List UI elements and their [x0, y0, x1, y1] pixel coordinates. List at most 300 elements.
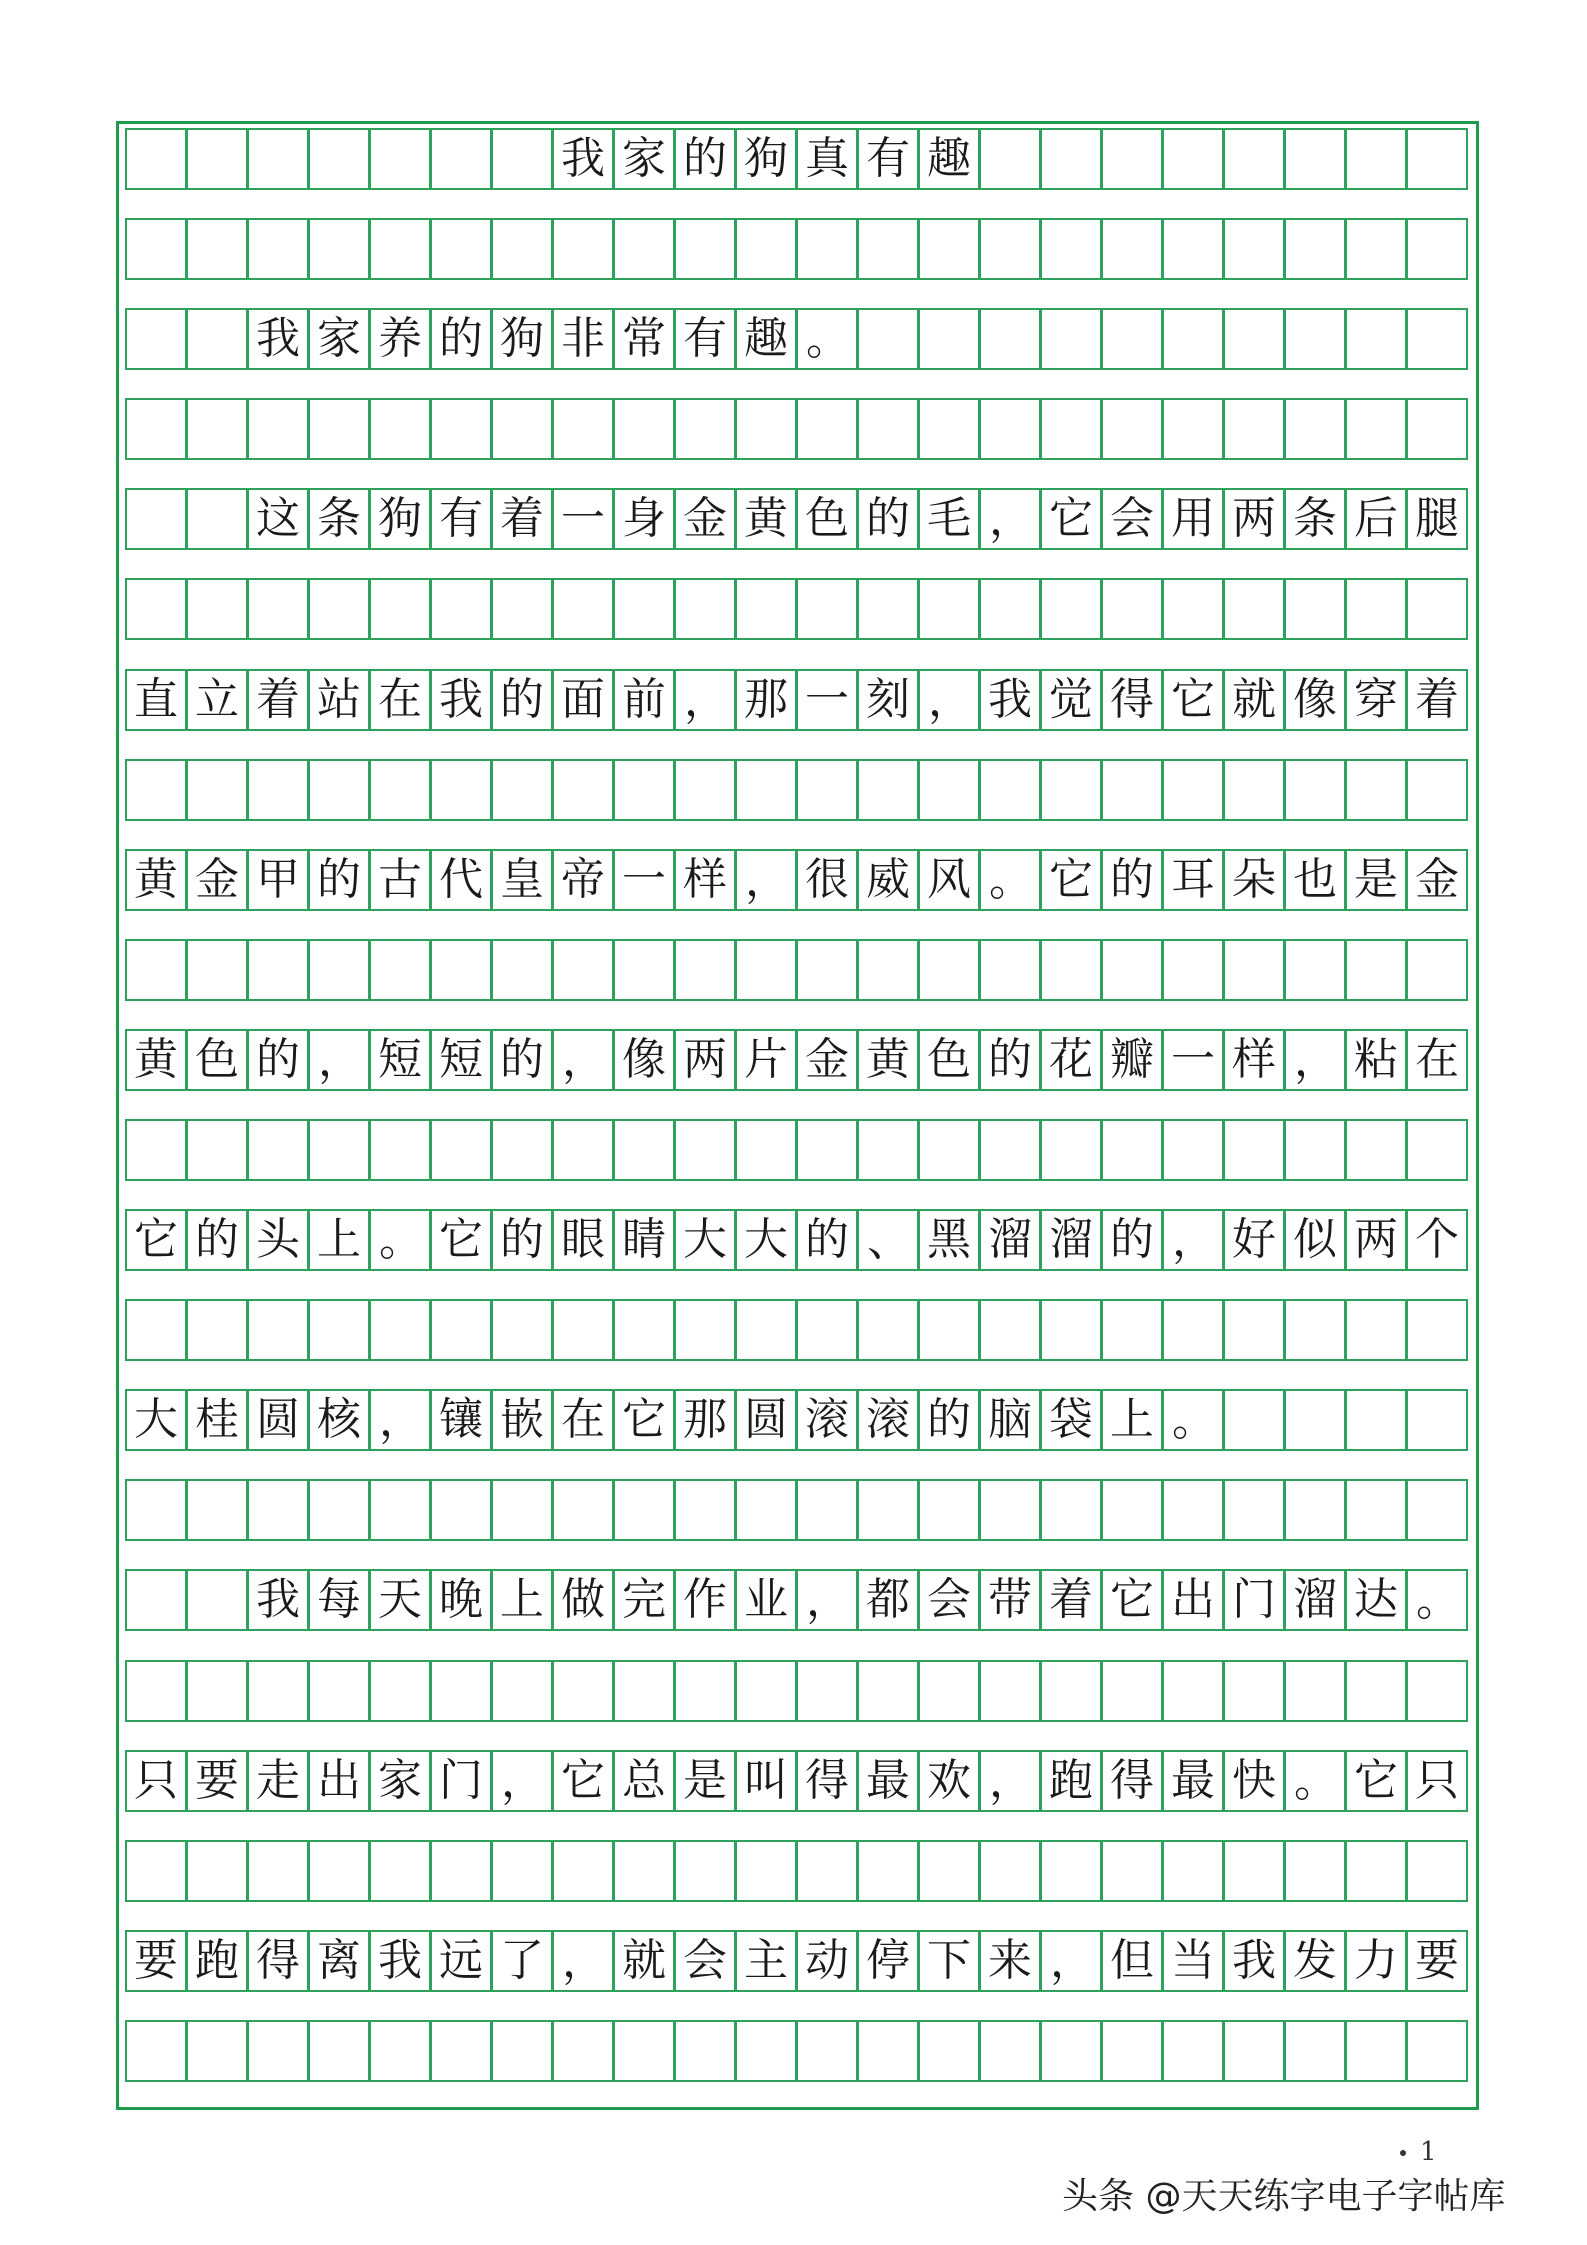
- grid-cell: [430, 1479, 492, 1541]
- grid-cell: [308, 398, 370, 460]
- grid-cell: [735, 1119, 797, 1181]
- grid-cell: [430, 218, 492, 280]
- grid-cell: [1040, 1840, 1102, 1902]
- grid-cell: [552, 759, 614, 821]
- grid-cell: 嵌: [491, 1389, 553, 1451]
- grid-cell: [125, 578, 187, 640]
- grid-cell: [1345, 578, 1407, 640]
- grid-cell: 朵: [1223, 849, 1285, 911]
- grid-cell: [186, 578, 248, 640]
- grid-cell: [1040, 1479, 1102, 1541]
- grid-cell: [613, 2020, 675, 2082]
- grid-cell: [1345, 759, 1407, 821]
- grid-cell: [1162, 1840, 1224, 1902]
- grid-cell: 镶: [430, 1389, 492, 1451]
- grid-cell: [369, 1840, 431, 1902]
- grid-cell: 它: [430, 1209, 492, 1271]
- grid-cell: [1101, 1479, 1163, 1541]
- grid-cell: 得: [247, 1930, 309, 1992]
- grid-cell: 很: [796, 849, 858, 911]
- grid-cell: [247, 398, 309, 460]
- grid-cell: [1040, 578, 1102, 640]
- grid-cell: [857, 1479, 919, 1541]
- grid-cell: 桂: [186, 1389, 248, 1451]
- grid-cell: [735, 759, 797, 821]
- grid-cell: [430, 2020, 492, 2082]
- grid-cell: [308, 128, 370, 190]
- grid-cell: [857, 2020, 919, 2082]
- grid-cell: [1162, 1119, 1224, 1181]
- grid-cell: 狗: [735, 128, 797, 190]
- grid-cell: 家: [613, 128, 675, 190]
- grid-cell: 黄: [125, 849, 187, 911]
- grid-cell: 色: [918, 1029, 980, 1091]
- grid-cell: 是: [674, 1750, 736, 1812]
- grid-cell: [247, 2020, 309, 2082]
- grid-cell: 了: [491, 1930, 553, 1992]
- grid-cell: 的: [186, 1209, 248, 1271]
- grid-cell: [1284, 2020, 1346, 2082]
- grid-cell: 欢: [918, 1750, 980, 1812]
- grid-cell: 。: [1162, 1389, 1224, 1451]
- grid-cell: [1284, 128, 1346, 190]
- grid-cell: [1284, 1479, 1346, 1541]
- grid-cell: [125, 398, 187, 460]
- grid-cell: [1406, 759, 1468, 821]
- grid-cell: 出: [1162, 1569, 1224, 1631]
- grid-cell: [369, 1299, 431, 1361]
- grid-cell: [491, 578, 553, 640]
- grid-cell: [491, 1119, 553, 1181]
- grid-cell: 一: [613, 849, 675, 911]
- grid-cell: 业: [735, 1569, 797, 1631]
- grid-cell: 像: [613, 1029, 675, 1091]
- grid-cell: [247, 939, 309, 1001]
- grid-cell: [1406, 1299, 1468, 1361]
- grid-cell: 叫: [735, 1750, 797, 1812]
- grid-cell: 头: [247, 1209, 309, 1271]
- grid-cell: 动: [796, 1930, 858, 1992]
- grid-cell: [247, 1660, 309, 1722]
- grid-cell: [1345, 2020, 1407, 2082]
- grid-cell: [1162, 1299, 1224, 1361]
- grid-cell: [1101, 308, 1163, 370]
- grid-cell: 金: [796, 1029, 858, 1091]
- grid-cell: [918, 1840, 980, 1902]
- grid-cell: 总: [613, 1750, 675, 1812]
- grid-cell: [1284, 308, 1346, 370]
- grid-cell: 面: [552, 669, 614, 731]
- grid-cell: ，: [369, 1389, 431, 1451]
- grid-cell: 只: [125, 1750, 187, 1812]
- grid-cell: [491, 1840, 553, 1902]
- grid-cell: [1162, 759, 1224, 821]
- grid-cell: 在: [1406, 1029, 1468, 1091]
- grid-cell: [918, 1119, 980, 1181]
- grid-cell: 它: [125, 1209, 187, 1271]
- grid-cell: [1345, 128, 1407, 190]
- grid-cell: 立: [186, 669, 248, 731]
- grid-cell: 的: [308, 849, 370, 911]
- grid-cell: [552, 1660, 614, 1722]
- grid-cell: 它: [1101, 1569, 1163, 1631]
- grid-cell: 趣: [918, 128, 980, 190]
- grid-cell: [796, 1299, 858, 1361]
- grid-cell: [552, 398, 614, 460]
- grid-cell: [369, 1479, 431, 1541]
- grid-cell: 它: [552, 1750, 614, 1812]
- grid-cell: [979, 128, 1041, 190]
- grid-cell: [1162, 128, 1224, 190]
- grid-cell: 有: [674, 308, 736, 370]
- grid-cell: 金: [1406, 849, 1468, 911]
- grid-cell: 后: [1345, 488, 1407, 550]
- grid-cell: [491, 1479, 553, 1541]
- grid-cell: 样: [1223, 1029, 1285, 1091]
- grid-cell: 代: [430, 849, 492, 911]
- grid-cell: 门: [430, 1750, 492, 1812]
- grid-cell: [735, 578, 797, 640]
- grid-cell: [979, 1840, 1041, 1902]
- grid-cell: 皇: [491, 849, 553, 911]
- grid-cell: [1345, 1119, 1407, 1181]
- grid-cell: [369, 218, 431, 280]
- grid-cell: [308, 218, 370, 280]
- grid-cell: [430, 398, 492, 460]
- grid-cell: ，: [979, 488, 1041, 550]
- grid-cell: [125, 1660, 187, 1722]
- grid-cell: 瓣: [1101, 1029, 1163, 1091]
- grid-cell: [1406, 1389, 1468, 1451]
- grid-cell: [979, 1479, 1041, 1541]
- grid-cell: ，: [1284, 1029, 1346, 1091]
- grid-cell: [308, 939, 370, 1001]
- grid-cell: [369, 1119, 431, 1181]
- grid-cell: 要: [125, 1930, 187, 1992]
- grid-cell: [491, 2020, 553, 2082]
- grid-cell: [552, 1119, 614, 1181]
- grid-cell: [1101, 1299, 1163, 1361]
- grid-cell: [979, 1119, 1041, 1181]
- grid-cell: [1162, 578, 1224, 640]
- grid-cell: [1223, 128, 1285, 190]
- grid-cell: 它: [1162, 669, 1224, 731]
- grid-cell: [796, 1840, 858, 1902]
- watermark: 头条 @天天练字电子字帖库: [1062, 2176, 1506, 2217]
- grid-cell: 狗: [491, 308, 553, 370]
- grid-cell: [857, 218, 919, 280]
- grid-cell: [308, 1660, 370, 1722]
- grid-cell: [613, 939, 675, 1001]
- grid-cell: [1101, 218, 1163, 280]
- grid-cell: [735, 939, 797, 1001]
- grid-cell: 色: [186, 1029, 248, 1091]
- grid-cell: [430, 578, 492, 640]
- grid-cell: 溜: [1284, 1569, 1346, 1631]
- grid-cell: 最: [1162, 1750, 1224, 1812]
- grid-cell: 要: [1406, 1930, 1468, 1992]
- grid-cell: [1040, 2020, 1102, 2082]
- grid-cell: [1284, 1299, 1346, 1361]
- grid-cell: 有: [430, 488, 492, 550]
- grid-cell: 天: [369, 1569, 431, 1631]
- grid-cell: [552, 1840, 614, 1902]
- grid-cell: [613, 1479, 675, 1541]
- grid-cell: 这: [247, 488, 309, 550]
- grid-cell: 腿: [1406, 488, 1468, 550]
- grid-cell: 。: [1284, 1750, 1346, 1812]
- grid-cell: [1101, 398, 1163, 460]
- grid-cell: 最: [857, 1750, 919, 1812]
- grid-cell: [247, 578, 309, 640]
- grid-cell: [552, 578, 614, 640]
- grid-cell: [1223, 1479, 1285, 1541]
- grid-cell: [613, 1840, 675, 1902]
- grid-cell: 下: [918, 1930, 980, 1992]
- grid-cell: 睛: [613, 1209, 675, 1271]
- grid-cell: 当: [1162, 1930, 1224, 1992]
- grid-cell: 那: [674, 1389, 736, 1451]
- grid-cell: [1162, 308, 1224, 370]
- grid-cell: 黑: [918, 1209, 980, 1271]
- grid-cell: [308, 2020, 370, 2082]
- grid-cell: [1040, 1119, 1102, 1181]
- grid-cell: [430, 939, 492, 1001]
- grid-cell: [796, 939, 858, 1001]
- grid-cell: 我: [1223, 1930, 1285, 1992]
- grid-cell: [857, 1119, 919, 1181]
- grid-cell: [857, 759, 919, 821]
- grid-cell: [186, 1660, 248, 1722]
- grid-cell: [1162, 2020, 1224, 2082]
- grid-cell: [1101, 759, 1163, 821]
- grid-cell: [186, 1479, 248, 1541]
- grid-cell: 。: [369, 1209, 431, 1271]
- grid-cell: [918, 218, 980, 280]
- grid-cell: 两: [1223, 488, 1285, 550]
- grid-cell: [125, 759, 187, 821]
- grid-cell: 花: [1040, 1029, 1102, 1091]
- grid-cell: 我: [247, 1569, 309, 1631]
- grid-cell: [735, 1660, 797, 1722]
- grid-cell: 它: [1040, 488, 1102, 550]
- grid-cell: [613, 398, 675, 460]
- grid-cell: [1101, 128, 1163, 190]
- grid-cell: 是: [1345, 849, 1407, 911]
- grid-cell: 着: [1040, 1569, 1102, 1631]
- grid-cell: [552, 218, 614, 280]
- grid-cell: 觉: [1040, 669, 1102, 731]
- grid-cell: [1406, 308, 1468, 370]
- grid-cell: 两: [1345, 1209, 1407, 1271]
- grid-cell: 、: [857, 1209, 919, 1271]
- grid-cell: [369, 578, 431, 640]
- grid-cell: 快: [1223, 1750, 1285, 1812]
- grid-cell: 大: [125, 1389, 187, 1451]
- grid-cell: 的: [918, 1389, 980, 1451]
- grid-cell: [491, 1299, 553, 1361]
- grid-cell: [186, 759, 248, 821]
- grid-cell: ，: [674, 669, 736, 731]
- grid-cell: 的: [430, 308, 492, 370]
- grid-cell: [186, 398, 248, 460]
- grid-cell: 条: [1284, 488, 1346, 550]
- grid-cell: [1101, 1119, 1163, 1181]
- grid-cell: [918, 1660, 980, 1722]
- grid-cell: 核: [308, 1389, 370, 1451]
- grid-cell: 刻: [857, 669, 919, 731]
- grid-cell: [979, 398, 1041, 460]
- grid-cell: [674, 2020, 736, 2082]
- page-number-dot: [1400, 2150, 1406, 2156]
- grid-cell: [491, 398, 553, 460]
- grid-cell: 力: [1345, 1930, 1407, 1992]
- grid-cell: [857, 398, 919, 460]
- grid-cell: [613, 1119, 675, 1181]
- grid-cell: 主: [735, 1930, 797, 1992]
- grid-cell: 两: [674, 1029, 736, 1091]
- grid-cell: [1223, 308, 1285, 370]
- grid-cell: 作: [674, 1569, 736, 1631]
- grid-cell: [979, 759, 1041, 821]
- grid-cell: [1162, 939, 1224, 1001]
- grid-cell: 的: [1101, 1209, 1163, 1271]
- grid-cell: 门: [1223, 1569, 1285, 1631]
- grid-cell: 完: [613, 1569, 675, 1631]
- grid-cell: 一: [1162, 1029, 1224, 1091]
- grid-cell: 得: [796, 1750, 858, 1812]
- grid-cell: [1101, 939, 1163, 1001]
- grid-cell: [1345, 1479, 1407, 1541]
- grid-cell: [1223, 1660, 1285, 1722]
- grid-cell: [1040, 128, 1102, 190]
- grid-cell: 像: [1284, 669, 1346, 731]
- grid-cell: 粘: [1345, 1029, 1407, 1091]
- grid-cell: [1101, 1660, 1163, 1722]
- grid-cell: [186, 1569, 248, 1631]
- grid-cell: 前: [613, 669, 675, 731]
- grid-cell: ，: [552, 1930, 614, 1992]
- grid-cell: [979, 218, 1041, 280]
- grid-cell: 甲: [247, 849, 309, 911]
- grid-cell: [186, 488, 248, 550]
- practice-sheet: [116, 121, 1479, 2110]
- grid-cell: [1040, 308, 1102, 370]
- grid-cell: 脑: [979, 1389, 1041, 1451]
- grid-cell: [1223, 1389, 1285, 1451]
- grid-cell: 趣: [735, 308, 797, 370]
- grid-cell: [918, 308, 980, 370]
- grid-cell: 风: [918, 849, 980, 911]
- grid-cell: 金: [186, 849, 248, 911]
- grid-cell: [1345, 1389, 1407, 1451]
- grid-cell: [125, 308, 187, 370]
- grid-cell: [552, 1299, 614, 1361]
- grid-cell: 片: [735, 1029, 797, 1091]
- grid-cell: 晚: [430, 1569, 492, 1631]
- grid-cell: [369, 128, 431, 190]
- grid-cell: 只: [1406, 1750, 1468, 1812]
- grid-cell: ，: [1040, 1930, 1102, 1992]
- grid-cell: [796, 1660, 858, 1722]
- grid-cell: 袋: [1040, 1389, 1102, 1451]
- grid-cell: [552, 1479, 614, 1541]
- grid-cell: [308, 1840, 370, 1902]
- grid-cell: [613, 578, 675, 640]
- grid-cell: 我: [552, 128, 614, 190]
- grid-cell: 它: [613, 1389, 675, 1451]
- grid-cell: [1284, 398, 1346, 460]
- grid-cell: 离: [308, 1930, 370, 1992]
- grid-cell: 金: [674, 488, 736, 550]
- grid-cell: [125, 1569, 187, 1631]
- grid-cell: [1162, 1660, 1224, 1722]
- grid-cell: [247, 218, 309, 280]
- grid-cell: 似: [1284, 1209, 1346, 1271]
- grid-cell: 站: [308, 669, 370, 731]
- grid-cell: 我: [247, 308, 309, 370]
- grid-cell: [1223, 939, 1285, 1001]
- grid-cell: [308, 1299, 370, 1361]
- grid-cell: 家: [369, 1750, 431, 1812]
- grid-cell: [857, 1660, 919, 1722]
- grid-cell: [1284, 1840, 1346, 1902]
- grid-cell: 的: [979, 1029, 1041, 1091]
- grid-cell: [796, 1119, 858, 1181]
- grid-cell: [735, 1479, 797, 1541]
- grid-cell: [918, 1479, 980, 1541]
- grid-cell: 停: [857, 1930, 919, 1992]
- grid-cell: 的: [491, 1029, 553, 1091]
- grid-cell: 。: [796, 308, 858, 370]
- grid-cell: [125, 128, 187, 190]
- grid-cell: [369, 939, 431, 1001]
- grid-cell: 要: [186, 1750, 248, 1812]
- grid-cell: 真: [796, 128, 858, 190]
- grid-cell: [1406, 578, 1468, 640]
- grid-cell: 着: [1406, 669, 1468, 731]
- grid-cell: [735, 1840, 797, 1902]
- grid-cell: [247, 1840, 309, 1902]
- grid-cell: 来: [979, 1930, 1041, 1992]
- grid-cell: [1223, 1299, 1285, 1361]
- grid-cell: [979, 1660, 1041, 1722]
- grid-cell: [1162, 218, 1224, 280]
- grid-cell: [125, 1299, 187, 1361]
- grid-cell: [735, 398, 797, 460]
- grid-cell: [796, 759, 858, 821]
- grid-cell: [979, 1299, 1041, 1361]
- grid-cell: 但: [1101, 1930, 1163, 1992]
- grid-cell: [1284, 578, 1346, 640]
- grid-cell: [369, 759, 431, 821]
- grid-cell: [186, 1840, 248, 1902]
- grid-cell: [1101, 1840, 1163, 1902]
- grid-cell: [125, 1479, 187, 1541]
- grid-cell: [857, 1299, 919, 1361]
- grid-cell: [430, 128, 492, 190]
- grid-cell: 着: [247, 669, 309, 731]
- grid-cell: [125, 1840, 187, 1902]
- grid-cell: [918, 578, 980, 640]
- grid-cell: 一: [552, 488, 614, 550]
- grid-cell: [735, 1299, 797, 1361]
- grid-cell: [247, 128, 309, 190]
- grid-cell: [308, 1479, 370, 1541]
- grid-cell: [1223, 1119, 1285, 1181]
- grid-cell: [857, 1840, 919, 1902]
- grid-cell: 用: [1162, 488, 1224, 550]
